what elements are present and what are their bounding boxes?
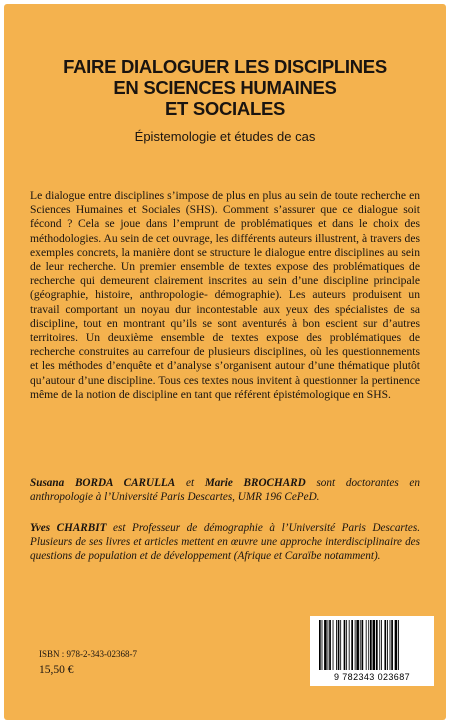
barcode-bar (391, 620, 393, 670)
author-name: Susana BORDA CARULLA (30, 477, 176, 489)
summary-line: sein d’une discipline principale (géographie, histoire, anthropologie- (30, 274, 420, 302)
author-name: Yves CHARBIT (30, 522, 107, 534)
summary-line: de problématiques et dans le choix des méthodologies. Au sein de (30, 217, 420, 245)
price: 15,50 € (39, 664, 74, 676)
barcode-bar (338, 620, 340, 670)
summary-line: démographie). Les auteurs produisent un travail comportant un noyau (30, 288, 421, 316)
barcode-bar (366, 620, 367, 670)
barcode-bar (356, 620, 359, 670)
bio-joiner: et (175, 477, 205, 489)
summary-line: au sein de leur recherche. Un premier ensemble de textes expose des (30, 245, 420, 274)
barcode-bar (368, 620, 369, 670)
book-subtitle: Épistemologie et études de cas (134, 129, 316, 144)
title-line: ET SOCIALES (164, 98, 286, 119)
summary-text (30, 189, 420, 402)
barcode-bar (333, 620, 334, 670)
summary-line: de discipline en tant que référent épistémologique en SHS. (118, 387, 391, 401)
barcode-bar (373, 620, 376, 670)
title-line: FAIRE DIALOGUER LES DISCIPLINES (63, 56, 387, 77)
barcode-bar (329, 620, 331, 670)
barcode-bar (322, 620, 323, 670)
summary-line: concrets, la manière dont se structure le dialogue entre disciplines (76, 245, 388, 259)
summary-line: recherche construites au carrefour de plusieurs disciplines, où les (30, 345, 343, 359)
barcode-bar (346, 620, 347, 670)
author-name: Marie BROCHARD (204, 477, 306, 489)
barcode-bar (398, 620, 399, 670)
summary-line: montrant qu’ils se sont aventurés à bon escient sur d’autres territoires. (30, 316, 421, 345)
title-line: EN SCIENCES HUMAINES (113, 77, 337, 98)
barcode-bar (319, 620, 321, 670)
barcode-bar (355, 620, 356, 670)
bio-text: est Professeur de démographie à l’Université Paris Descartes. Plusieurs de ses livres et articles mettent en œuvre une approche interdisciplinaire des questions de population et de développement (Afrique et Caraïbe notamment). (30, 522, 421, 562)
barcode-bar (390, 620, 391, 670)
barcode-bar (349, 620, 350, 670)
barcode-bar (395, 620, 398, 670)
barcode-bar (379, 620, 380, 670)
authors-bio (30, 476, 420, 504)
bio-text: sont doctorantes en anthropologie à l’Université Paris Descartes, UMR 196 CePeD. (30, 477, 420, 503)
barcode-bar (336, 620, 337, 670)
summary-line: Un deuxième ensemble de textes expose des problématiques de (85, 331, 420, 345)
barcode-bar (340, 620, 341, 670)
barcode-bar (360, 620, 361, 670)
summary-line: problématiques de recherche qui demeurent clairement inscrites au (30, 260, 420, 288)
barcode-bar (328, 620, 329, 670)
editor-bio (30, 521, 420, 563)
book-back-cover (4, 4, 446, 720)
barcode-bar (387, 620, 388, 670)
book-title (4, 56, 446, 119)
summary-line: autour d’une thématique plutôt qu’autour d’une discipline. Tous ces (30, 359, 420, 387)
barcode-bar (362, 620, 364, 670)
summary-line: Le dialogue entre disciplines s’impose de plus en plus au sein de (30, 189, 335, 202)
summary-line: toute recherche en Sciences Humaines et Sociales (SHS). Comment (30, 189, 421, 217)
barcode-bar (384, 620, 386, 670)
summary-line: cet ouvrage, les différents auteurs illustrent, à travers des exemples (30, 231, 420, 259)
barcode-bar (351, 620, 353, 670)
barcode-digits: 9 782343 023687 (333, 672, 411, 682)
barcode-bar (376, 620, 378, 670)
barcode-bar (370, 620, 372, 670)
summary-line: questionnements et les méthodes d’enquête et d’analyse s’organisent (30, 345, 420, 373)
summary-line: textes nous invitent à questionner la pertinence même de la notion (30, 373, 420, 401)
barcode-bar (344, 620, 346, 670)
summary-line: s’assurer que ce dialogue soit fécond ? Cela se joue dans l’emprunt (30, 203, 420, 231)
barcode (310, 616, 434, 686)
barcode-bar (324, 620, 327, 670)
barcode-bars (318, 620, 426, 670)
isbn: ISBN : 978-2-343-02368-7 (39, 649, 137, 659)
summary-line: dur incontestable aux yeux des spécialistes de sa discipline, tout en (30, 302, 420, 330)
barcode-bar (381, 620, 382, 670)
